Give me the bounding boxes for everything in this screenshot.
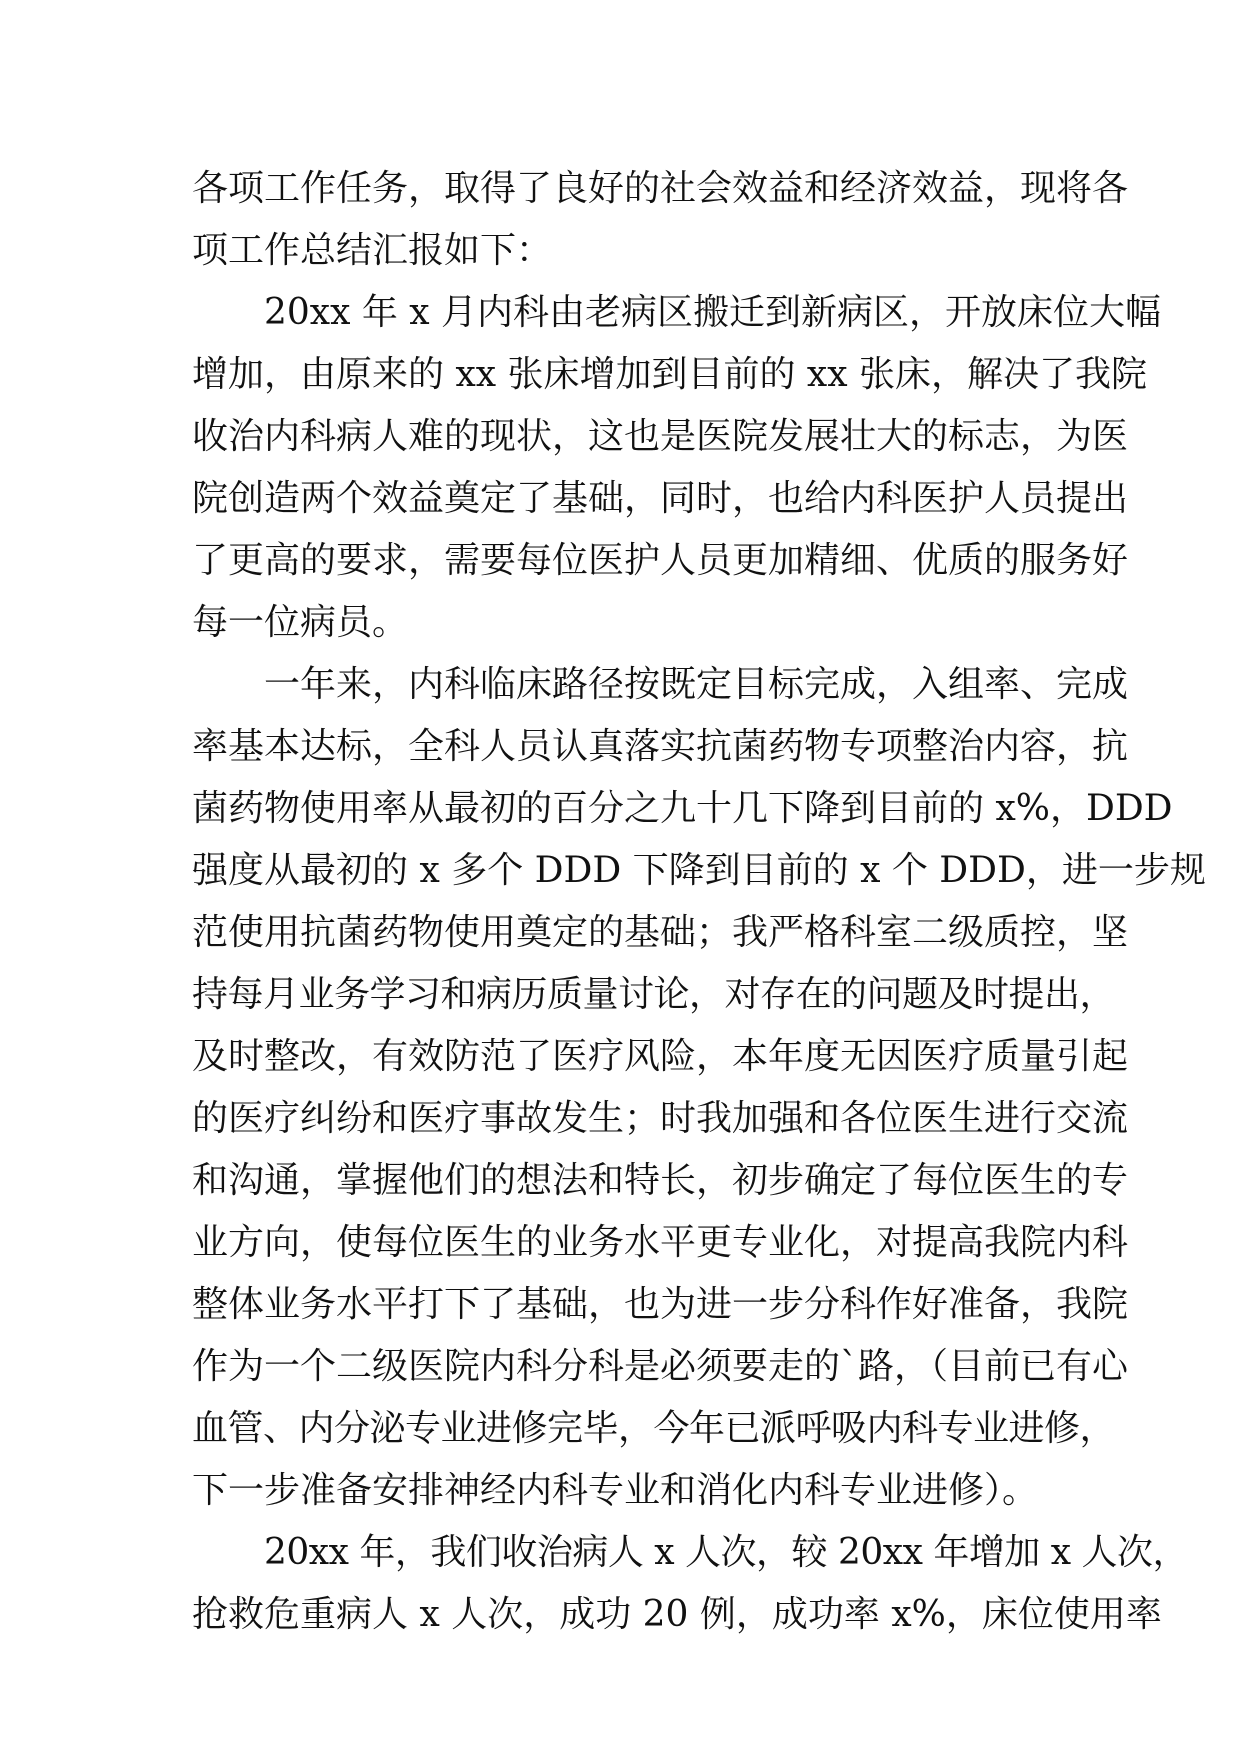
paragraph-clinical-pathway [192, 654, 1206, 1522]
document-body [192, 158, 1206, 1646]
text-line: 了更高的要求，需要每位医护人员更加精细、优质的服务好 [192, 540, 1129, 581]
text-line: 增加，由原来的 xx 张床增加到目前的 xx 张床，解决了我院 [192, 354, 1147, 395]
text-line: 业方向，使每位医生的业务水平更专业化，对提高我院内科 [192, 1222, 1129, 1263]
text-line: 收治内科病人难的现状，这也是医院发展壮大的标志，为医 [192, 416, 1129, 457]
text-line: 和沟通，掌握他们的想法和特长，初步确定了每位医生的专 [192, 1160, 1129, 1201]
text-line: 20xx 年，我们收治病人 x 人次，较 20xx 年增加 x 人次， [264, 1532, 1189, 1573]
text-line: 项工作总结汇报如下： [192, 230, 553, 271]
text-line: 及时整改，有效防范了医疗风险，本年度无因医疗质量引起 [192, 1036, 1129, 1077]
text-line: 强度从最初的 x 多个 DDD 下降到目前的 x 个 DDD，进一步规 [192, 850, 1206, 891]
paragraph-patient-statistics [192, 1522, 1189, 1646]
text-line: 的医疗纠纷和医疗事故发生；时我加强和各位医生进行交流 [192, 1098, 1129, 1139]
text-line: 各项工作任务，取得了良好的社会效益和经济效益，现将各 [192, 168, 1129, 209]
text-line: 血管、内分泌专业进修完毕，今年已派呼吸内科专业进修， [192, 1408, 1116, 1449]
paragraph-ward-relocation [192, 282, 1162, 654]
text-line: 院创造两个效益奠定了基础，同时，也给内科医护人员提出 [192, 478, 1129, 519]
text-line: 持每月业务学习和病历质量讨论，对存在的问题及时提出， [192, 974, 1116, 1015]
text-line: 抢救危重病人 x 人次，成功 20 例，成功率 x%，床位使用率 [192, 1594, 1162, 1635]
text-line: 范使用抗菌药物使用奠定的基础；我严格科室二级质控，坚 [192, 912, 1129, 953]
text-line: 整体业务水平打下了基础，也为进一步分科作好准备，我院 [192, 1284, 1129, 1325]
text-line: 菌药物使用率从最初的百分之九十几下降到目前的 x%，DDD [192, 788, 1173, 829]
text-line: 20xx 年 x 月内科由老病区搬迁到新病区，开放床位大幅 [264, 292, 1162, 333]
text-line: 每一位病员。 [192, 602, 409, 643]
paragraph-summary-intro [192, 158, 1129, 282]
text-line: 作为一个二级医院内科分科是必须要走的`路，（目前已有心 [192, 1346, 1129, 1387]
text-line: 率基本达标，全科人员认真落实抗菌药物专项整治内容，抗 [192, 726, 1129, 767]
text-line: 下一步准备安排神经内科专业和消化内科专业进修）。 [192, 1470, 1039, 1511]
text-line: 一年来，内科临床路径按既定目标完成，入组率、完成 [264, 664, 1129, 705]
